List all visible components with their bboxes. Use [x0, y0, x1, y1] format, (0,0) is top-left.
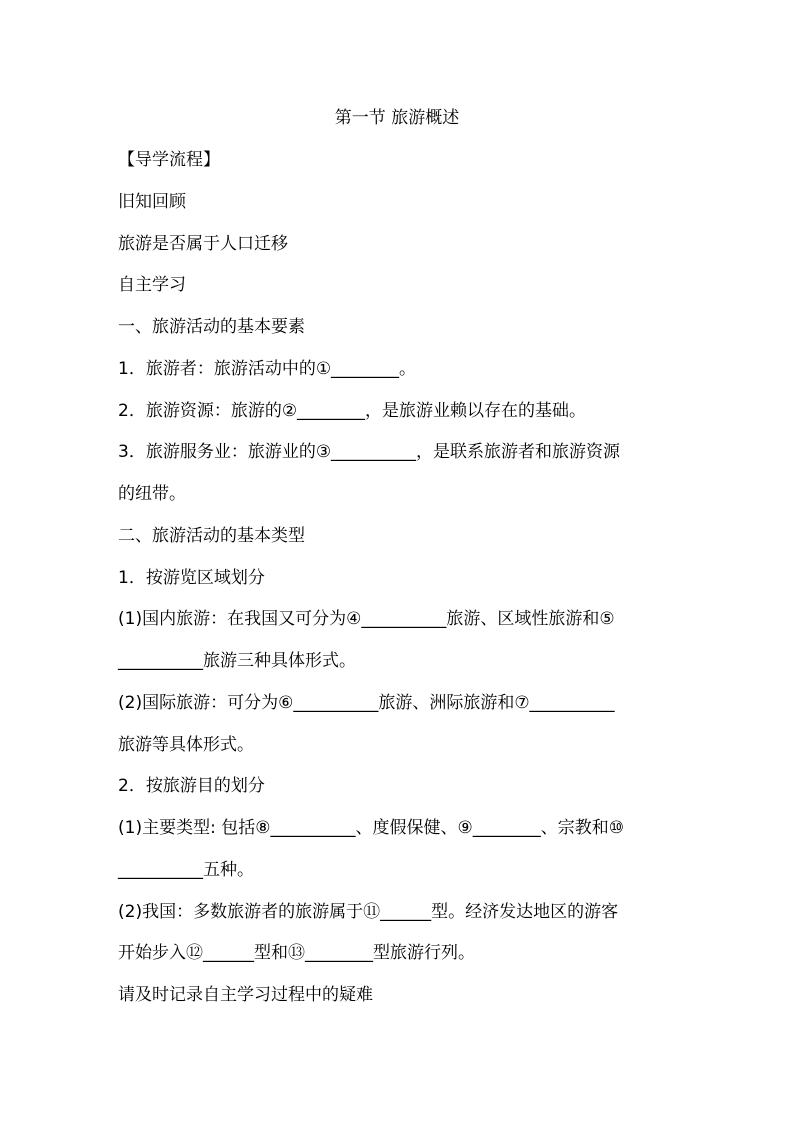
item-tourism-service-cont: 的纽带。: [118, 484, 186, 504]
item-domestic: (1)国内旅游：在我国又可分为④__________旅游、区域性旅游和⑤: [118, 609, 615, 629]
heading-self-study: 自主学习: [118, 275, 186, 295]
subheading-by-purpose: 2．按旅游目的划分: [118, 776, 265, 796]
item-international-cont: 旅游等具体形式。: [118, 735, 254, 755]
item-domestic-cont: __________旅游三种具体形式。: [118, 651, 356, 671]
heading-review: 旧知回顾: [118, 192, 186, 212]
item-main-types-cont: __________五种。: [118, 860, 254, 880]
item-china-cont: 开始步入⑫______型和⑬________型旅游行列。: [118, 943, 475, 963]
section-one-heading: 一、旅游活动的基本要素: [118, 317, 305, 337]
note-record-difficulties: 请及时记录自主学习过程中的疑难: [118, 985, 373, 1005]
subheading-by-area: 1．按游览区域划分: [118, 568, 265, 588]
item-china: (2)我国：多数旅游者的旅游属于⑪______型。经济发达地区的游客: [118, 902, 619, 922]
item-international: (2)国际旅游：可分为⑥__________旅游、洲际旅游和⑦__________: [118, 693, 615, 713]
item-main-types: (1)主要类型: 包括⑧__________、度假保健、⑨________、宗教和⑩: [118, 818, 624, 838]
section-title: 第一节 旅游概述: [334, 108, 460, 128]
item-tourist: 1．旅游者：旅游活动中的①________。: [118, 359, 417, 379]
review-question: 旅游是否属于人口迁移: [118, 234, 288, 254]
item-tourism-service: 3．旅游服务业：旅游业的③__________，是联系旅游者和旅游资源: [118, 442, 621, 462]
section-two-heading: 二、旅游活动的基本类型: [118, 526, 305, 546]
heading-guide-flow: 【导学流程】: [118, 150, 220, 170]
item-tourism-resource: 2．旅游资源：旅游的②________，是旅游业赖以存在的基础。: [118, 401, 587, 421]
